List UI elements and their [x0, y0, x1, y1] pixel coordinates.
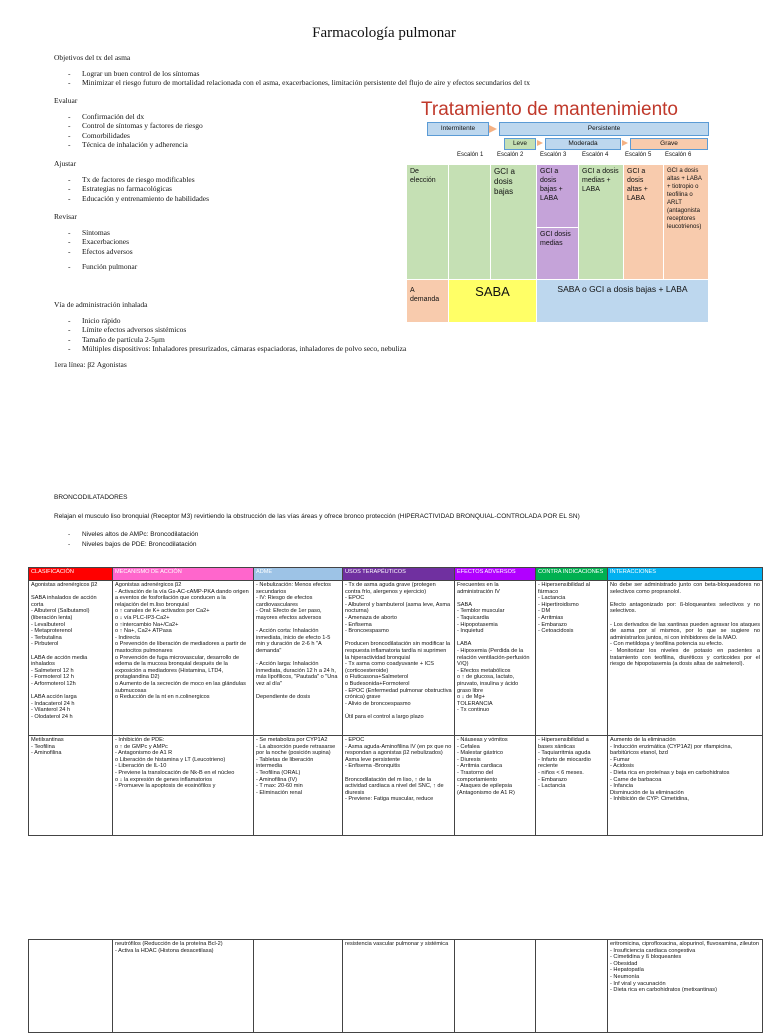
table-header-row: [29, 568, 763, 581]
persistente-box: Persistente: [499, 122, 709, 136]
list-item: - Exacerbaciones: [54, 237, 404, 247]
arrow-icon: [537, 140, 543, 146]
leve-box: Leve: [504, 138, 536, 150]
revisar-section: [54, 212, 404, 272]
list-item: - Tx de factores de riesgo modificables: [54, 175, 404, 185]
list-item: - Múltiples dispositivos: Inhaladores presurizados, cámaras espaciadoras, inhaladores de polvo seco, nebuliza: [54, 344, 754, 354]
header-mecanismo: MECANISMO DE ACCIÓN: [113, 568, 254, 581]
revisar-heading: Revisar: [54, 212, 77, 221]
table-cell: - EPOC - Asma aguda-Aminofilina IV (en px que no respondan a agonistas β2 nebulizados) Asma leve persistente - Enfisema -Bronquitis Broncodilatación del m liso, ↑ de la actividad cardiaca a nivel del SNC, ↑ de diuresis - Previene: Fatiga muscular, reduce: [343, 736, 455, 836]
list-item: - Confirmación del dx: [54, 112, 404, 122]
bronco-list: [54, 530, 198, 550]
header-efectos: EFECTOS ADVERSOS: [455, 568, 536, 581]
de-eleccion-cell: De elección: [407, 165, 449, 279]
escalon-label: Escalón 2: [497, 152, 524, 158]
page-2: [0, 480, 768, 840]
moderada-box: Moderada: [545, 138, 621, 150]
list-item: - Técnica de inhalación y adherencia: [54, 140, 404, 150]
table-cell: [254, 940, 343, 1033]
table-cell: No debe ser administrado junto con beta-bloqueadores no selectivos como propranolol. Efecto antagonizado por: ß-bloqueantes selectivos y no selectivos. - Los derivados de las xantinas pueden agravar los ataques de asma por sí mismos, por lo que se sugiere no administrarlos juntos, ni con inhibidores de la MAO. - Con metildopa y teofilina potencia su efecto. - Monitorizar los niveles de potasio en pacientes a tratamiento con teofilina, diuréticos y corticoides por el riesgo de hipopotasemia (a dosis altas de salmeterol).: [608, 581, 763, 736]
table-cell: - Náuseas y vómitos - Cefalea - Malestar gástrico - Diuresis - Arritmia cardiaca - Trastorno del comportamiento - Ataques de epilepsia (Antagonismo de A1 R): [455, 736, 536, 836]
list-item: - Lograr un buen control de los síntomas: [54, 69, 530, 79]
tratamiento-title: Tratamiento de mantenimiento: [421, 99, 678, 120]
escalon-label: Escalón 4: [582, 152, 609, 158]
table-row: [29, 736, 763, 836]
table-cell: [536, 940, 608, 1033]
table-cell: [29, 940, 113, 1033]
escalon2-cell: GCI a dosis bajas: [491, 165, 537, 279]
bronco-intro: Relajan el musculo liso bronquial (Receptor M3) revirtiendo la obstrucción de las vías áreas y ofrece bronco protección (HIPERACTIVIDAD BRONQUIAL-CONTROLADA POR EL SN): [54, 513, 580, 520]
header-contra: CONTRA INDICACIONES: [536, 568, 608, 581]
table-cell: - Hipersensibilidad al fármaco - Lactancia - Hipertiroidismo - DM - Arritmias - Embarazo - Cetoacidosis: [536, 581, 608, 736]
table-cell: eritromicina, ciprofloxacina, alopurinol, fluvoxamina, zileuton - Insuficiencia cardiaca congestiva - Cimetidina y ß bloqueantes - Obesidad - Hepatopatía - Neumonía - Inf viral y vacunación - Dieta rica en carbohidratos (metixantinas): [608, 940, 763, 1033]
page-3: [0, 895, 768, 1024]
evaluar-section: [54, 96, 404, 150]
bronco-heading: BRONCODILATADORES: [54, 494, 128, 501]
table-cell: [455, 940, 536, 1033]
table-cell: - Hipersensibilidad a bases xánticas - Taquiarritmia aguda - Infarto de miocardio reciente - niños < 6 meses. - Embarazo - Lactancia: [536, 736, 608, 836]
table-cell: neutrófilos (Reducción de la proteína Bcl-2) - Activa la HDAC (Histona desacetilasa): [113, 940, 254, 1033]
saba-cell: SABA: [449, 280, 537, 322]
escalon4-cell: GCI a dosis medias + LABA: [579, 165, 624, 279]
table-row: [29, 581, 763, 736]
escalon5-cell: GCI a dosis altas + LABA: [624, 165, 664, 279]
list-item: - Estrategias no farmacológicas: [54, 184, 404, 194]
escalon-label: Escalón 6: [665, 152, 692, 158]
escalon1-cell: [449, 165, 491, 279]
list-item: - Comorbilidades: [54, 131, 404, 141]
arrow-icon: [622, 140, 628, 146]
list-item: - Control de síntomas y factores de riesgo: [54, 121, 404, 131]
table-cell: - Tx de asma aguda grave (protegen contra frío, alergenos y ejercicio) - EPOC - Albuterol y bambuterol (asma leve, Asma nocturna) - Amenaza de aborto - Enfisema - Broncoespasmo Producen broncodilatación sin modificar la respuesta inflamatoria tardía ni suprimen la hiperactividad bronquial - Tx asma como coadyuvante + ICS (corticoesteroide) o Fluticasona+Salmeterol o Budesonida+Formoterol - EPOC (Enfermedad pulmonar obstructiva crónica) grave - Alivio de broncoespasmo Útil para el control a largo plazo: [343, 581, 455, 736]
via-heading: Vía de administración inhalada: [54, 300, 148, 309]
evaluar-heading: Evaluar: [54, 96, 78, 105]
list-item: - Niveles altos de AMPc: Broncodilatación: [54, 530, 198, 540]
page-title: Farmacología pulmonar: [312, 25, 456, 41]
table-cell: - Nebulización: Menos efectos secundarios - IV: Riesgo de efectos cardiovasculares - Oral: Efecto de 1er paso, mayores efectos adversos - Acción corta: Inhalación inmediata, inicio de efecto 1-5 min y duración de 2-6 h "A demanda" - Acción larga: Inhalación inmediata, duración 12 h a 24 h, más lipofílicos, "Pautada" o "Una vez al día" Dependiente de dosis: [254, 581, 343, 736]
escalon6-cell: GCI a dosis altas + LABA + tiotropio o teofilina o ARLT (antagonista receptores leucotrienos): [664, 165, 709, 279]
list-item: - Límite efectos adversos sistémicos: [54, 325, 754, 335]
list-item: - Síntomas: [54, 228, 404, 238]
header-interacciones: INTERACCIONES: [608, 568, 763, 581]
header-adme: ADME: [254, 568, 343, 581]
table-cell: - Inhibición de PDE: o ↑ de GMPc y AMPc - Antagonismo de A1 R o Liberación de histamina y LT (Leucotrieno) - Liberación de IL-10 - Previene la translocación de Nk-B en el núcleo o ↓ la expresión de genes inflamatorios - Promueve la apoptosis de eosinófilos y: [113, 736, 254, 836]
table-cell: Metilxantinas - Teofilina - Aminofilina: [29, 736, 113, 836]
table-cell: - Se metaboliza por CYP1A2 - La absorción puede retrasarse por la noche (posición supina) - Tabletas de liberación intermedia - Teofilina (ORAL) - Aminofilina (IV) - T max: 20-60 min - Eliminación renal: [254, 736, 343, 836]
a-demanda-cell: A demanda: [407, 280, 449, 322]
escalon-label: Escalón 3: [540, 152, 567, 158]
list-item: - Minimizar el riesgo futuro de mortalidad relacionada con el asma, exacerbaciones, limitación persistente del flujo de aire y efectos secundarios del tx: [54, 78, 530, 88]
escalon-label: Escalón 5: [625, 152, 652, 158]
table-cell: Agonistas adrenérgicos β2 SABA inhalados de acción corta - Albuterol (Salbutamol) (liberación lenta) - Levalbuterol - Metaproterenol - Terbutalina - Pirbuterol LABA de acción media inhalados - Salmeterol 12 h - Formoterol 12 h - Arformoterol 12h LABA acción larga - Indacaterol 24 h - Vilanterol 24 h - Olodaterol 24 h: [29, 581, 113, 736]
table-cell: resistencia vascular pulmonar y sistémica: [343, 940, 455, 1033]
table-cell: Aumento de la eliminación - Inducción enzimática (CYP1A2) por rifampicina, barbitúricos etanol, bzd - Fumar - Acidosis - Dieta rica en proteínas y baja en carbohidratos - Carne de barbacoa - Infancia Disminución de la eliminación - Inhibición de CYP: Cimetidina,: [608, 736, 763, 836]
table-cell: Frecuentes en la administración IV SABA - Temblor muscular - Taquicardia - Hipopotasemia - Inquietud LABA - Hipoxemia (Perdida de la relación ventilación-perfusión V/Q) - Efectos metabólicos o ↑ de glucosa, lactato, piruvato, insulina y ácido graso libre o ↓ de Mg+ TOLERANCIA - Tx continuo: [455, 581, 536, 736]
header-usos: USOS TERAPÉUTICOS: [343, 568, 455, 581]
tratamiento-figure: [407, 95, 709, 322]
objetivos-heading: Objetivos del tx del asma: [54, 53, 131, 62]
header-clasificacion: CLASIFICACIÓN: [29, 568, 113, 581]
saba-gci-cell: SABA o GCI a dosis bajas + LABA: [537, 280, 709, 322]
list-item: - Niveles bajos de PDE: Broncodilatación: [54, 540, 198, 550]
list-item: - Inicio rápido: [54, 316, 754, 326]
page-1: [0, 0, 768, 460]
escalon3a-cell: GCI a dosis bajas + LABA: [537, 165, 579, 227]
intermitente-box: Intermitente: [427, 122, 489, 136]
arrow-icon: [489, 125, 497, 133]
ajustar-section: [54, 159, 404, 203]
grave-box: Grave: [630, 138, 708, 150]
primera-linea: 1era línea: β2 Agonistas: [54, 359, 127, 369]
list-item: - Educación y entrenamiento de habilidades: [54, 194, 404, 204]
list-item: - Tamaño de partícula 2-5μm: [54, 335, 754, 345]
pharmacology-table: [28, 567, 763, 836]
objetivos-section: [54, 53, 530, 88]
ajustar-heading: Ajustar: [54, 159, 77, 168]
list-item: - Función pulmonar: [54, 262, 404, 272]
escalon-label: Escalón 1: [457, 152, 484, 158]
table-row: [29, 940, 763, 1033]
pharmacology-table-continued: [28, 939, 763, 1033]
table-cell: Agonistas adrenérgicos β2 - Activación de la vía Gs-AC-cAMP-PKA dando origen a eventos de fosforilación que conducen a la relajación del m.liso bronquial o ↑ canales de K+ activados por Ca2+ o ↓ vía PLC-IP3-Ca2+ o ↑intercambio Na+/Ca2+ o ↑ Na+, Ca2+ ATPasa - Indirecta o Prevención de liberación de mediadores a partir de mastocitos pulmonares o Prevención de fuga microvascular, desarrollo de edema de la mucosa bronquial después de la exposición a mediadores (Histamina, LTD4, protaglandina D2) o Aumento de la secreción de moco en las glándulas submucosas o Reducción de la nt en n.colinergicos: [113, 581, 254, 736]
list-item: - Efectos adversos: [54, 247, 404, 257]
escalon3b-cell: GCI dosis medias: [537, 227, 579, 279]
